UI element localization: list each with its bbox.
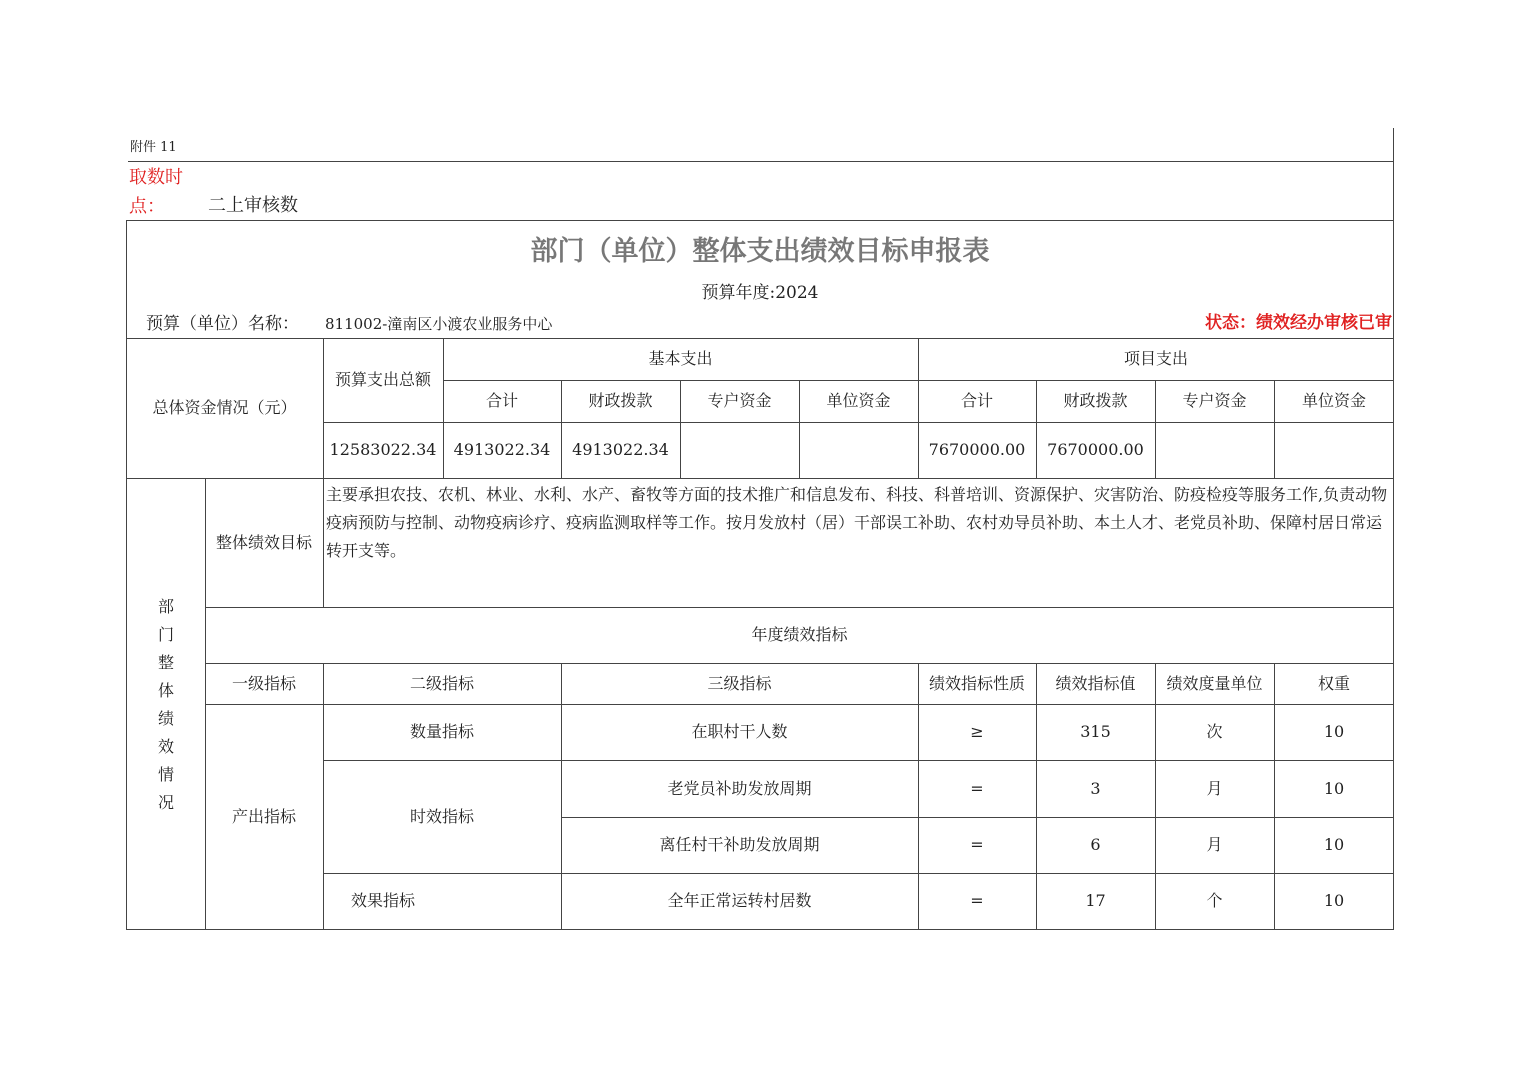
project-fiscal-value: 7670000.00 xyxy=(1047,440,1144,460)
measure-unit: 月 xyxy=(1206,778,1223,798)
indicator-nature: ≥ xyxy=(970,722,984,742)
measure-unit: 月 xyxy=(1206,835,1223,855)
overall-goal-label: 整体绩效目标 xyxy=(215,532,312,552)
weight: 10 xyxy=(1323,778,1345,798)
total-budget-header: 预算支出总额 xyxy=(334,370,431,390)
level2-effect: 效果指标 xyxy=(350,891,415,911)
indicator-nature: = xyxy=(970,778,984,798)
level2-quantity: 数量指标 xyxy=(409,722,474,742)
attachment-label: 附件 11 xyxy=(130,140,177,155)
weight: 10 xyxy=(1323,835,1345,855)
basic-unit-value xyxy=(799,422,918,478)
unit-name-label: 预算（单位）名称： xyxy=(146,314,299,334)
indicator-value-header: 绩效指标值 xyxy=(1055,673,1136,693)
total-budget-value: 12583022.34 xyxy=(329,440,437,460)
project-unit-header: 单位资金 xyxy=(1301,391,1366,411)
indicator-value: 6 xyxy=(1090,835,1101,855)
project-total-header: 合计 xyxy=(960,391,993,411)
measure-unit: 次 xyxy=(1206,722,1223,742)
basic-unit-header: 单位资金 xyxy=(826,391,891,411)
basic-total-header: 合计 xyxy=(485,391,518,411)
level3-header: 三级指标 xyxy=(707,673,772,693)
level2-timeliness: 时效指标 xyxy=(409,806,474,826)
level3-item: 老党员补助发放周期 xyxy=(667,778,812,798)
fetch-time-value: 二上审核数 xyxy=(208,195,298,216)
basic-fiscal-value: 4913022.34 xyxy=(572,440,669,460)
budget-year: 预算年度:2024 xyxy=(701,283,819,303)
basic-expense-header: 基本支出 xyxy=(648,349,713,369)
level3-item: 离任村干补助发放周期 xyxy=(659,835,820,855)
indicator-value: 17 xyxy=(1085,891,1106,911)
funds-row-label: 总体资金情况（元） xyxy=(152,398,297,418)
indicator-value: 315 xyxy=(1080,722,1111,742)
basic-special-value xyxy=(680,422,799,478)
indicator-nature: = xyxy=(970,891,984,911)
fetch-time-label: 取数时 xyxy=(129,167,183,188)
overall-goal-text: 主要承担农技、农机、林业、水利、水产、畜牧等方面的技术推广和信息发布、科技、科普培训、资源保护、灾害防治、防疫检疫等服务工作,负责动物疫病预防与控制、动物疫病诊疗、疫病监测取样等工作。按月发放村（居）干部误工补助、农村劝导员补助、本土人才、老党员补助、保障村居日常运转开支等。 xyxy=(326,485,1388,560)
project-special-value xyxy=(1155,422,1274,478)
level3-item: 在职村干人数 xyxy=(691,722,788,742)
status-badge: 状态：绩效经办审核已审 xyxy=(1205,313,1392,333)
indicator-value: 3 xyxy=(1090,778,1101,798)
basic-total-value: 4913022.34 xyxy=(453,440,551,460)
fetch-time-label-cont: 点： xyxy=(129,196,165,217)
level3-item: 全年正常运转村居数 xyxy=(667,891,812,911)
basic-special-header: 专户资金 xyxy=(707,391,772,411)
indicator-nature: = xyxy=(970,835,984,855)
weight-header: 权重 xyxy=(1317,673,1350,693)
project-unit-value xyxy=(1274,422,1394,478)
unit-name-value: 811002-潼南区小渡农业服务中心 xyxy=(325,315,553,333)
measure-unit-header: 绩效度量单位 xyxy=(1166,673,1263,693)
project-fiscal-header: 财政拨款 xyxy=(1063,391,1128,411)
weight: 10 xyxy=(1323,891,1345,911)
project-special-header: 专户资金 xyxy=(1182,391,1247,411)
annual-indicators-header: 年度绩效指标 xyxy=(751,625,848,645)
weight: 10 xyxy=(1323,722,1345,742)
form-title: 部门（单位）整体支出绩效目标申报表 xyxy=(530,236,990,267)
measure-unit: 个 xyxy=(1206,891,1223,911)
dept-performance-side-label: 部门整体绩效情况 xyxy=(157,597,174,812)
indicator-nature-header: 绩效指标性质 xyxy=(928,673,1025,693)
level1-output: 产出指标 xyxy=(231,806,296,826)
project-expense-header: 项目支出 xyxy=(1123,349,1188,369)
basic-fiscal-header: 财政拨款 xyxy=(588,391,653,411)
project-total-value: 7670000.00 xyxy=(928,440,1026,460)
level1-header: 一级指标 xyxy=(231,673,296,693)
level2-header: 二级指标 xyxy=(409,673,474,693)
